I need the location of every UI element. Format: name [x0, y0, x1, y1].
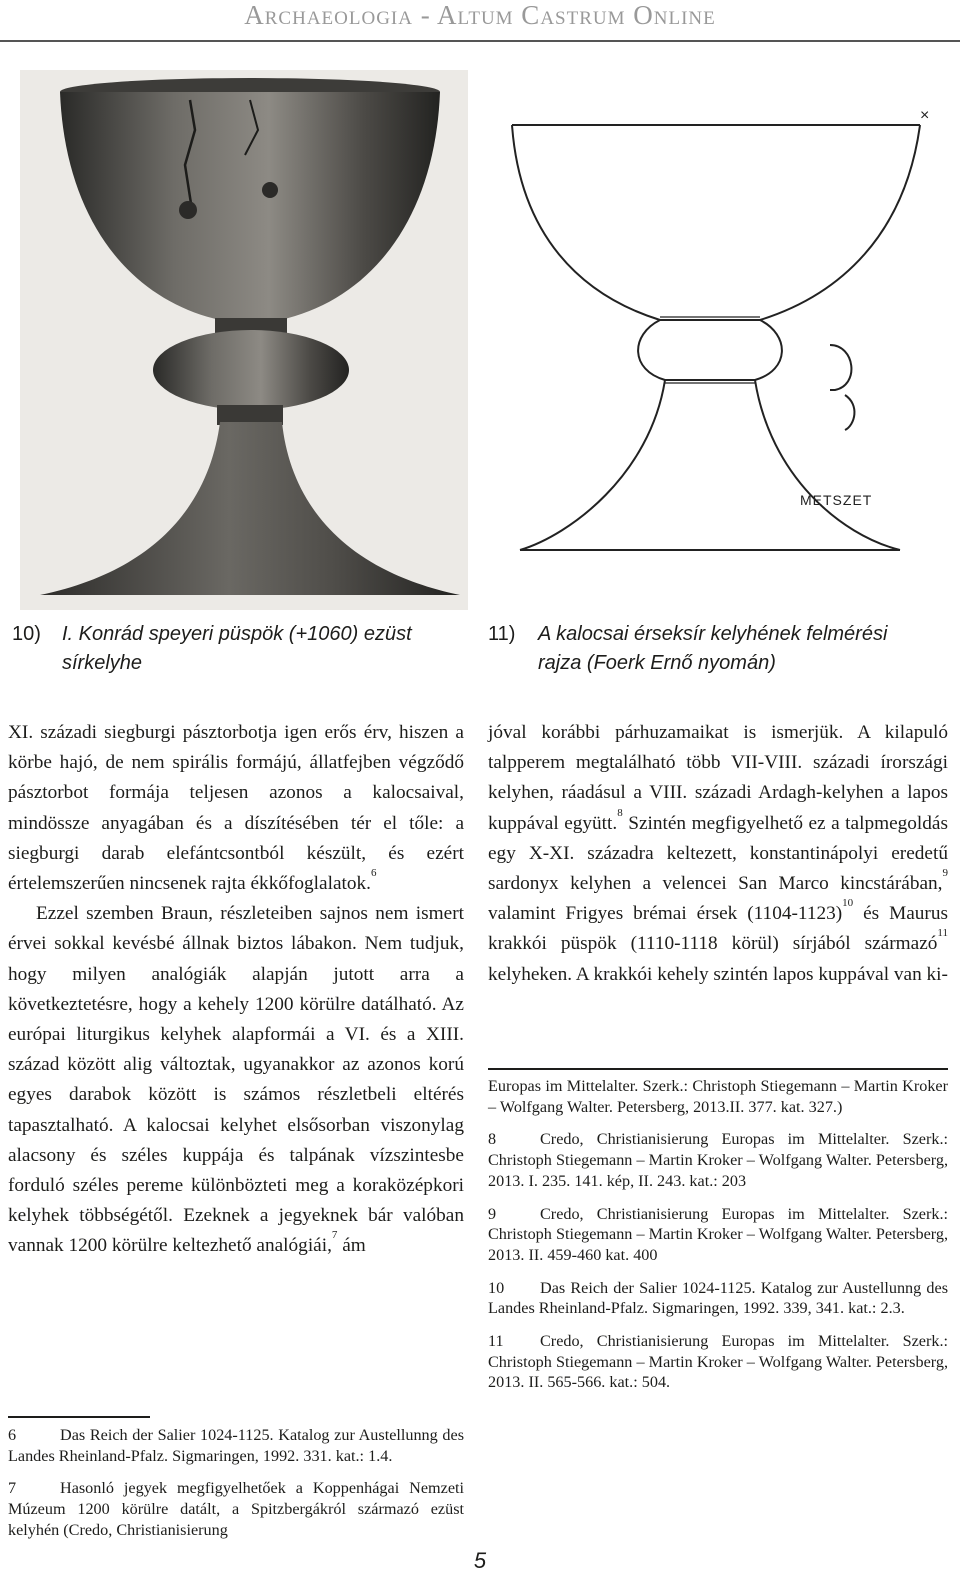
chalice-drawing-image — [500, 95, 950, 605]
paragraph-3-text-5: kelyheken. A krakkói kehely szintén lapos kuppával van ki- — [488, 963, 948, 985]
footnote-7-continued: Europas im Mittelalter. Szerk.: Christoph Stiegemann – Martin Kroker – Wolfgang Walter. Petersberg, 2013.II. 377. kat. 327.) — [488, 1077, 948, 1116]
footnote-9 — [488, 1204, 948, 1266]
figure-10-caption-line2: sírkelyhe — [62, 652, 143, 674]
paragraph-3 — [488, 718, 948, 990]
chalice-drawing — [500, 95, 950, 605]
footnote-ref-10: 10 — [842, 897, 854, 910]
footnote-rule-left — [8, 1416, 150, 1418]
footnote-ref-9: 9 — [942, 867, 948, 880]
left-footnotes — [8, 1425, 464, 1553]
figure-11-caption-line1: A kalocsai érseksír kelyhének felmérési — [538, 623, 888, 645]
footnote-6-number: 6 — [8, 1426, 17, 1444]
paragraph-3-text-1: jóval korábbi párhuzamaikat is ismerjük. A kilapuló talpperem megtalálható több VII-VIII. századi írországi kelyhen, ráadásul a VIII. századi Ardagh-kelyhen a lapos kuppával együtt. — [488, 722, 948, 834]
footnote-ref-8: 8 — [617, 806, 623, 819]
footnote-11-number: 11 — [488, 1332, 504, 1351]
page-number: 5 — [473, 1548, 487, 1573]
paragraph-2-tail: ám — [337, 1235, 366, 1257]
footnote-ref-7: 7 — [331, 1229, 338, 1242]
header-rule — [0, 40, 960, 42]
paragraph-3-text-3: valamint Frigyes brémai érsek (1104-1123) — [488, 903, 843, 925]
running-header: Archaeologia - Altum Castrum Online — [244, 0, 716, 30]
figure-11-number: 11) — [488, 623, 516, 645]
chalice-photo-image — [20, 70, 468, 610]
figure-10-caption-line1: I. Konrád speyeri püspök (+1060) ezüst — [62, 623, 412, 645]
footnote-ref-11: 11 — [937, 927, 948, 940]
figure-10-caption — [12, 620, 482, 678]
footnote-8-text: Credo, Christianisierung Europas im Mittelalter. Szerk.: Christoph Stiegemann – Martin Kroker – Wolfgang Walter. Petersberg, 2013. I. 235. 141. kép, II. 243. kat.: 203 — [488, 1130, 948, 1190]
footnote-6-text: Das Reich der Salier 1024-1125. Katalog zur Austellunng des Landes Rheinland-Pfalz. Sigmaringen, 1992. 331. kat.: 1.4. — [8, 1426, 464, 1465]
footnote-8 — [488, 1129, 948, 1191]
chalice-photo — [20, 70, 468, 610]
paragraph-1-text: XI. századi siegburgi pásztorbotja igen erős érv, hiszen a körbe hajó, de nem spirális formájú, állatfejben végződő pásztorbot formája teljesen azonos a kalocsaival, mindössze anyagában és a díszítésében tér el tőle: a siegburgi darab elefántcsontból készült, és ezért értelemszerűen nincsenek rajta ékkőfoglalatok. — [8, 722, 464, 895]
footnote-11 — [488, 1331, 948, 1393]
footnote-10 — [488, 1278, 948, 1319]
paragraph-1 — [8, 718, 464, 899]
figure-11-caption — [488, 620, 948, 678]
paragraph-2-text: Ezzel szemben Braun, részleteiben sajnos nem ismert érvei sokkal kevésbé állnak biztos lábakon. Nem tudjuk, hogy milyen analógiák alapján jutott arra a következtetésre, hogy a kehely 1200 körülre datálható. Az európai liturgikus kelyhek alapformái a VI. és a XIII. század között alig változtak, ugyanakkor az azonos korú egyes darabok között is számos részletbeli eltérés tapasztalható. A kalocsai kelyhet elsősorban viszonylag alacsony és széles kuppája és talpának vízszintesbe forduló széles pereme különbözteti meg a koraközépkori kelyhek többségétől. Ezeknek a jegyeknek bár valóban vannak 1200 körülre keltezhető analógiái, — [8, 903, 464, 1257]
svg-text:×: × — [920, 107, 930, 124]
figure-11-caption-line2: rajza (Foerk Ernő nyomán) — [538, 652, 776, 674]
right-column-text — [488, 718, 948, 990]
figure-10-number: 10) — [12, 623, 41, 645]
footnote-10-number: 10 — [488, 1278, 505, 1297]
left-column-text — [8, 718, 464, 1262]
drawing-label: METSZET — [800, 492, 873, 508]
paragraph-3-text-4: és Maurus krakkói püspök (1110-1118 körül) sírjából származó — [488, 903, 948, 955]
footnote-6 — [8, 1425, 464, 1466]
paragraph-3-text-2: Szintén megfigyelhető ez a talpmegoldás egy X-XI. századra keltezett, konstantinápolyi eredetű sardonyx kelyhen a velencei San Marco kincstárában, — [488, 812, 948, 895]
footnote-9-text: Credo, Christianisierung Europas im Mittelalter. Szerk.: Christoph Stiegemann – Martin Kroker – Wolfgang Walter. Petersberg, 2013. II. 459-460 kat. 400 — [488, 1204, 948, 1264]
footnote-rule-right — [488, 1068, 948, 1070]
footnote-10-text: Das Reich der Salier 1024-1125. Katalog zur Austellunng des Landes Rheinland-Pfalz. Sigmaringen, 1992. 339, 341. kat.: 2.3. — [488, 1278, 948, 1318]
footnote-ref-6: 6 — [370, 867, 377, 880]
footnote-7-number: 7 — [8, 1479, 17, 1498]
footnote-7-text: Hasonló jegyek megfigyelhetőek a Koppenhágai Nemzeti Múzeum 1200 körülre datált, a Spitzbergákról származó ezüst kelyhén (Credo, Christianisierung — [8, 1479, 464, 1539]
footnote-9-number: 9 — [488, 1204, 497, 1223]
footnote-7 — [8, 1478, 464, 1540]
paragraph-2 — [8, 899, 464, 1261]
footnote-8-number: 8 — [488, 1130, 497, 1149]
right-footnotes — [488, 1076, 948, 1405]
footnote-11-text: Credo, Christianisierung Europas im Mittelalter. Szerk.: Christoph Stiegemann – Martin Kroker – Wolfgang Walter. Petersberg, 2013. II. 565-566. kat.: 504. — [488, 1332, 948, 1392]
